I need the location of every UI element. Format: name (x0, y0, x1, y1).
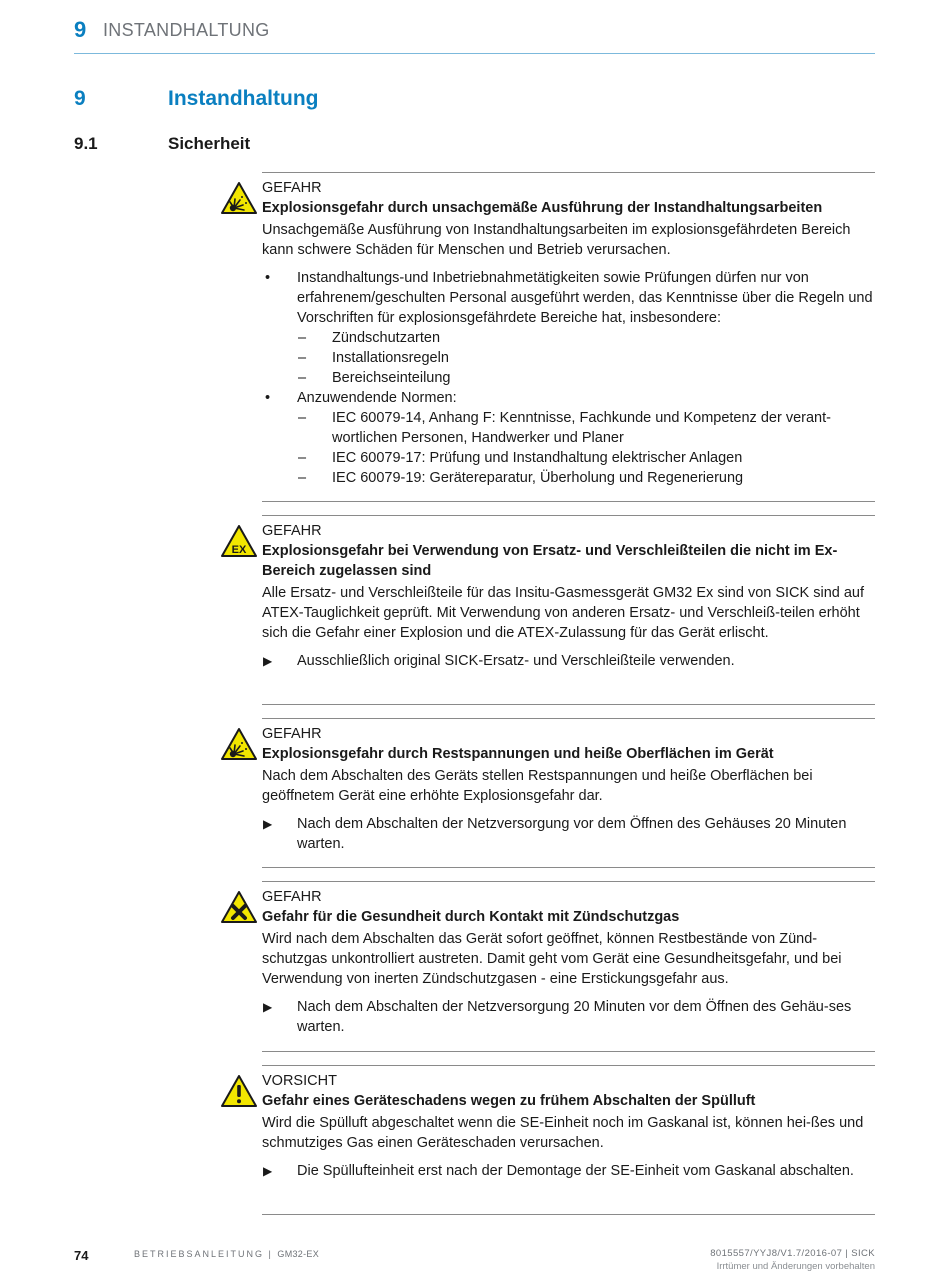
document-type: BETRIEBSANLEITUNG (134, 1249, 265, 1259)
action-step (262, 814, 875, 854)
notice-paragraph: Unsachgemäße Ausführung von Instandhaltungsarbeiten im explosionsgefährdeten Bereich kann schwere Schäden für Menschen und Betrieb verursachen. (262, 222, 851, 258)
notice-heading: Gefahr eines Geräteschadens wegen zu frühem Abschalten der Spülluft (262, 1093, 756, 1109)
notice-bottom-rule (262, 704, 875, 705)
notice-top-rule (262, 1065, 875, 1066)
explosion-warning-icon (220, 727, 258, 761)
notice-heading: Explosionsgefahr durch unsachgemäße Ausführung der Instandhaltungsarbeiten (262, 200, 823, 216)
notice-body (262, 724, 875, 854)
notice-top-rule (262, 718, 875, 719)
footer-disclaimer: Irrtümer und Änderungen vorbehalten (716, 1261, 875, 1272)
notice-bottom-rule (262, 867, 875, 868)
bullet-text: Instandhaltungs-und Inbetriebnahmetätigkeiten sowie Prüfungen dürfen nur von erfahrenem/geschulten Personal ausgeführt werden, das Kenntnisse über die Regeln und Vorschriften für explosionsgefährdete Bereiche hat, insbesondere: (297, 270, 873, 326)
action-text: Die Spüllufteinheit erst nach der Demontage der SE-Einheit vom Gaskanal abschalten. (297, 1163, 854, 1179)
notice-paragraph: Nach dem Abschalten des Geräts stellen Restspannungen und heiße Oberflächen bei geöffnetem Gerät eine erhöhte Explosionsgefahr dar. (262, 768, 813, 804)
bullet-list (262, 268, 875, 488)
list-item (262, 268, 875, 388)
caution-notice (218, 1065, 875, 1215)
list-item: – IEC 60079-14, Anhang F: Kenntnisse, Fachkunde und Kompetenz der verant-wortlichen Personen, Handwerker und Planer (297, 408, 875, 448)
chapter-number: 9 (74, 87, 86, 110)
section-heading (74, 134, 875, 158)
danger-notice-4 (218, 881, 875, 1052)
page-number: 74 (74, 1248, 89, 1263)
document-model: GM32-EX (277, 1249, 320, 1259)
general-caution-icon (220, 1074, 258, 1108)
notice-bottom-rule (262, 501, 875, 502)
action-arrow-icon: ▶ (263, 1164, 273, 1178)
list-item: – Zündschutzarten (297, 328, 875, 348)
section-number: 9.1 (74, 134, 98, 153)
dash-list (297, 328, 875, 388)
action-arrow-icon: ▶ (263, 654, 273, 668)
notice-heading: Explosionsgefahr durch Restspannungen und heiße Oberflächen im Gerät (262, 746, 774, 762)
notice-bottom-rule (262, 1051, 875, 1052)
footer-separator: | (268, 1249, 273, 1259)
section-title: Sicherheit (168, 134, 251, 153)
signal-word: GEFAHR (262, 726, 322, 742)
running-header-number: 9 (74, 17, 87, 42)
action-text: Nach dem Abschalten der Netzversorgung 20 Minuten vor dem Öffnen des Gehäu-ses warten. (297, 999, 852, 1035)
harmful-substance-warning-icon (220, 890, 258, 924)
notice-top-rule (262, 172, 875, 173)
signal-word: GEFAHR (262, 889, 322, 905)
signal-word: GEFAHR (262, 523, 322, 539)
notice-paragraph: Alle Ersatz- und Verschleißteile für das Insitu-Gasmessgerät GM32 Ex sind von SICK sind auf ATEX-Tauglichkeit geprüft. Mit Verwendung von anderen Ersatz- und Verschleiß-teilen erhöht sich die Gefahr einer Explosion und die ATEX-Zulassung für das Gerät erlischt. (262, 585, 865, 641)
notice-top-rule (262, 881, 875, 882)
chapter-title: Instandhaltung (168, 87, 319, 110)
chapter-heading (74, 87, 875, 115)
notice-body (262, 521, 875, 671)
action-text: Ausschließlich original SICK-Ersatz- und Verschleißteile verwenden. (297, 653, 735, 669)
notice-heading: Explosionsgefahr bei Verwendung von Ersatz- und Verschleißteilen die nicht im Ex-Bereich zugelassen sind (262, 543, 838, 579)
document-title (134, 1249, 319, 1259)
danger-notice-1 (218, 172, 875, 502)
action-arrow-icon: ▶ (263, 817, 273, 831)
list-item: – IEC 60079-19: Gerätereparatur, Überholung und Regenerierung (297, 468, 875, 488)
running-header (74, 16, 875, 54)
danger-notice-3 (218, 718, 875, 868)
list-item (262, 388, 875, 488)
notice-top-rule (262, 515, 875, 516)
list-item: – Installationsregeln (297, 348, 875, 368)
explosion-warning-icon (220, 181, 258, 215)
action-text: Nach dem Abschalten der Netzversorgung vor dem Öffnen des Gehäuses 20 Minuten warten. (297, 816, 847, 852)
dash-list (297, 408, 875, 488)
list-item: – Bereichseinteilung (297, 368, 875, 388)
danger-notice-2 (218, 515, 875, 705)
bullet-text: Anzuwendende Normen: (297, 390, 457, 406)
action-step (262, 651, 875, 671)
notice-paragraph: Wird nach dem Abschalten das Gerät sofort geöffnet, können Restbestände von Zünd-schutzgas unkontrolliert austreten. Damit geht vom Gerät eine Gesundheitsgefahr, und bei Verwendung von inerten Zündschutzgasen - eine Erstickungsgefahr aus. (262, 931, 842, 987)
action-step (262, 997, 875, 1037)
page-footer (74, 1244, 875, 1274)
action-step (262, 1161, 875, 1181)
document-reference: 8015557/YYJ8/V1.7/2016-07 | SICK (710, 1248, 875, 1259)
notice-bottom-rule (262, 1214, 875, 1215)
running-header-title: INSTANDHALTUNG (103, 20, 270, 40)
signal-word: VORSICHT (262, 1073, 337, 1089)
ex-icon-text: EX (231, 544, 247, 556)
ex-atmosphere-warning-icon (220, 524, 258, 558)
notice-body (262, 1071, 875, 1181)
signal-word: GEFAHR (262, 180, 322, 196)
list-item: – IEC 60079-17: Prüfung und Instandhaltung elektrischer Anlagen (297, 448, 875, 468)
notice-body (262, 887, 875, 1037)
notice-paragraph: Wird die Spülluft abgeschaltet wenn die SE-Einheit noch im Gaskanal ist, können hei-ßes und schmutziges Gas einen Geräteschaden verursachen. (262, 1115, 864, 1151)
action-arrow-icon: ▶ (263, 1000, 273, 1014)
notice-body (262, 178, 875, 488)
notice-heading: Gefahr für die Gesundheit durch Kontakt mit Zündschutzgas (262, 909, 680, 925)
